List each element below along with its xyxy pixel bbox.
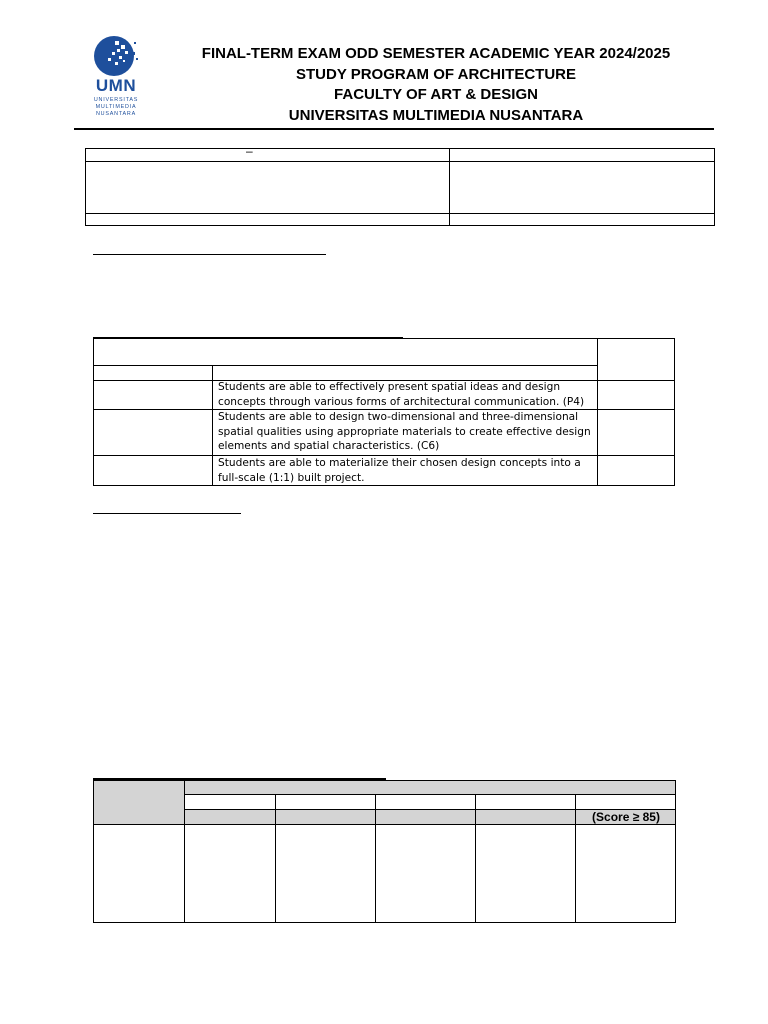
exam-header	[180, 44, 692, 126]
header-divider	[74, 128, 714, 130]
table-divider	[184, 794, 675, 795]
logo-wordmark: UMN	[95, 76, 137, 95]
header-line-faculty: FACULTY OF ART & DESIGN	[334, 86, 538, 103]
info-dash: –	[246, 144, 253, 158]
table-divider	[184, 781, 185, 922]
logo-subtitle-line: UNIVERSITAS	[93, 97, 139, 103]
table-divider	[94, 365, 597, 366]
score-threshold-label: (Score ≥ 85)	[592, 810, 660, 824]
table-divider	[212, 365, 213, 486]
table-divider	[597, 339, 598, 485]
table-divider	[475, 794, 476, 922]
table-divider	[275, 794, 276, 922]
logo-subtitle-line: NUSANTARA	[95, 111, 137, 117]
rubric-header-shade	[185, 781, 675, 794]
learning-outcome-p4: Students are able to effectively present spatial ideas and design concepts through various forms of architectural communication. (P4)	[218, 381, 585, 408]
learning-outcome-build: Students are able to materialize their chosen design concepts into a full-scale (1:1) built project.	[218, 457, 581, 484]
umn-logo	[88, 36, 144, 122]
section-heading-underline	[93, 513, 241, 514]
table-divider	[86, 213, 714, 214]
table-divider	[94, 824, 675, 825]
logo-subtitle-line: MULTIMEDIA	[95, 104, 137, 110]
learning-outcomes-table	[93, 338, 675, 486]
header-line-university: UNIVERSITAS MULTIMEDIA NUSANTARA	[288, 106, 584, 124]
section-heading-underline	[93, 254, 326, 255]
assessment-rubric-table	[93, 780, 676, 923]
learning-outcome-c6: Students are able to design two-dimensional and three-dimensional spatial qualities using appropriate materials to create effective design elements and spatial characteristics. (C6)	[218, 411, 591, 453]
rubric-header-shade	[94, 781, 184, 825]
table-divider	[375, 794, 376, 922]
header-line-exam: FINAL-TERM EXAM ODD SEMESTER ACADEMIC YEAR 2024/2025	[201, 45, 671, 62]
table-divider	[575, 794, 576, 922]
header-line-program: STUDY PROGRAM OF ARCHITECTURE	[295, 65, 576, 83]
exam-info-table	[85, 144, 715, 226]
table-divider	[86, 161, 714, 162]
